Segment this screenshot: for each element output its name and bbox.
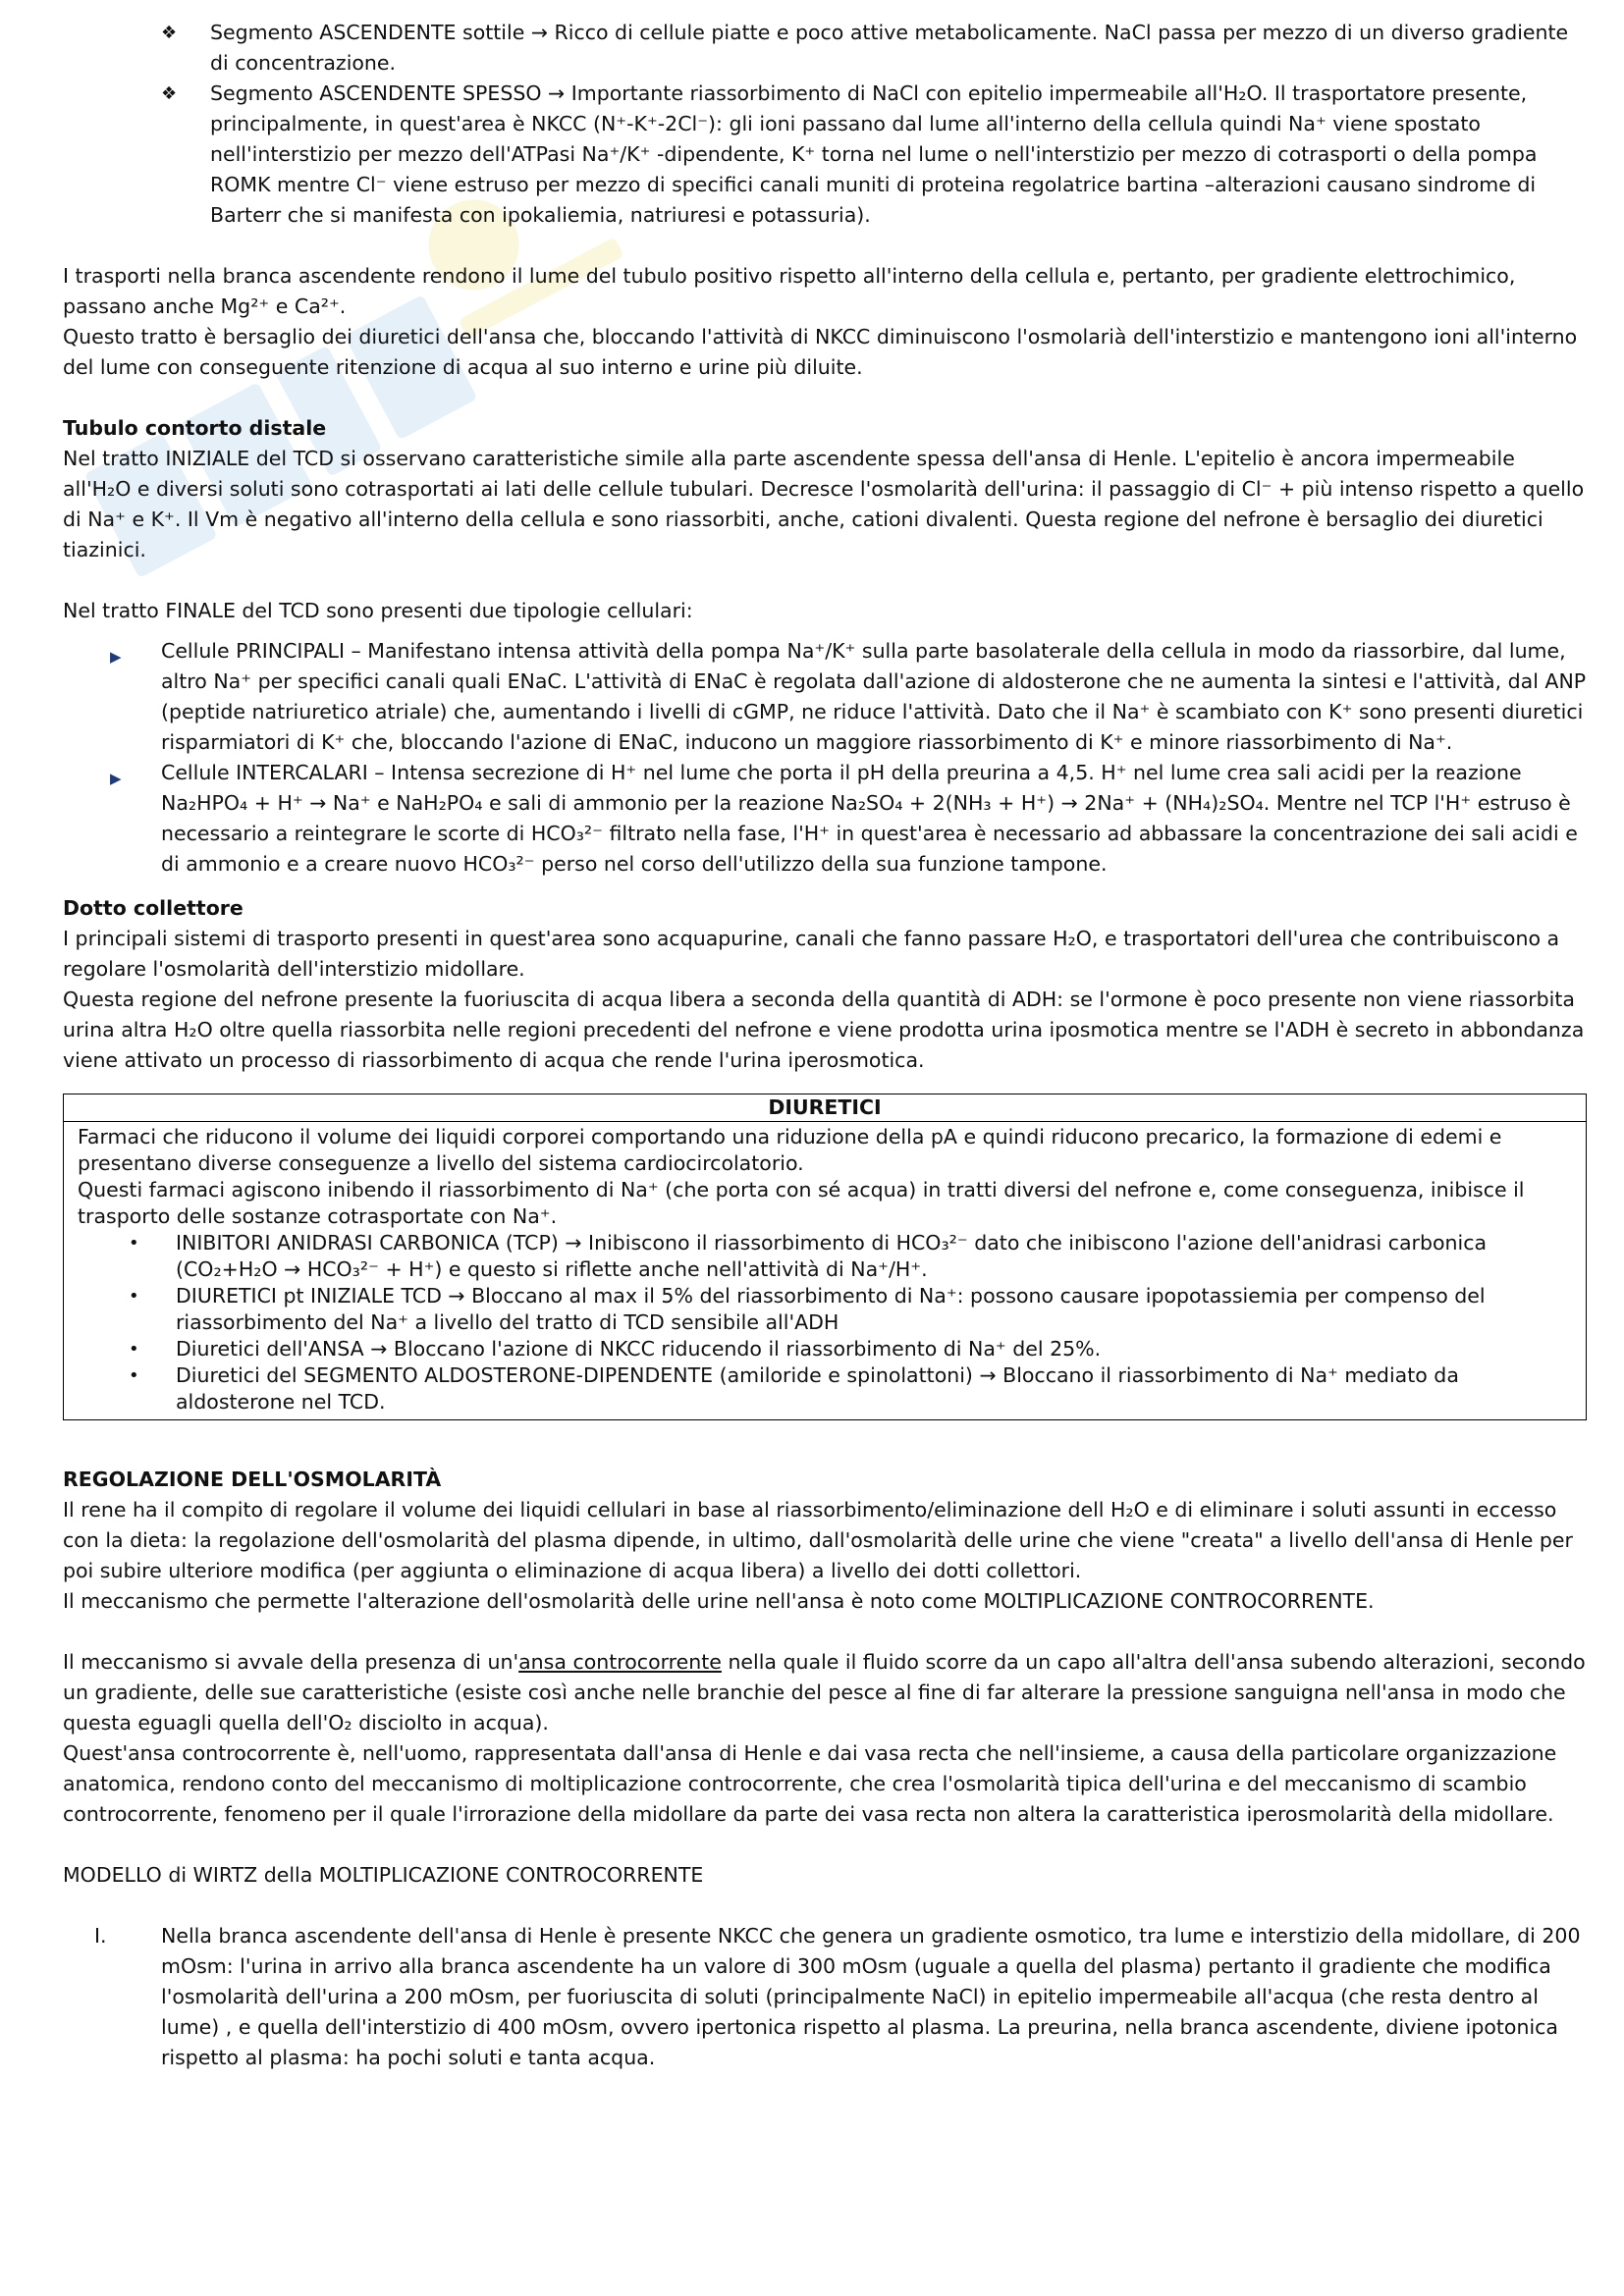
triangle-bullet-icon: ▶ [110, 770, 122, 787]
paragraph: Nel tratto INIZIALE del TCD si osservano caratteristiche simile alla parte ascendente spessa dell'ansa di Henle. L'epitelio è ancora impermeabile all'H₂O e diversi soluti sono cotrasportati ai lati delle cellule tubulari. Decresce l'osmolarità dell'urina: il passaggio di Cl⁻ + più intenso rispetto a quello di Na⁺ e K⁺. Il Vm è negativo all'interno della cellula e sono riassorbiti, anche, cationi divalenti. Questa regione del nefrone è bersaglio dei diuretici tiazinici. [63, 447, 1585, 561]
underlined-term: ansa controcorrente [518, 1650, 722, 1674]
document-page [63, 18, 1587, 2073]
list-item: • Diuretici del SEGMENTO ALDOSTERONE-DIPENDENTE (amiloride e spinolattoni) → Bloccano il riassorbimento di Na⁺ mediato da aldosterone nel TCD. [129, 1363, 1459, 1414]
paragraph: Questo tratto è bersaglio dei diuretici dell'ansa che, bloccando l'attività di NKCC diminuiscono l'osmolarià dell'interstizio e mantengono ioni all'interno del lume con conseguente ritenzione di acqua al suo interno e urine più diluite. [63, 325, 1578, 379]
list-item: ❖ Segmento ASCENDENTE sottile → Ricco di cellule piatte e poco attive metabolicamente. NaCl passa per mezzo di un diverso gradiente di concentrazione. [210, 18, 1587, 79]
dot-bullet-icon: • [129, 1286, 139, 1307]
list-item: I. Nella branca ascendente dell'ansa di Henle è presente NKCC che genera un gradiente osmotico, tra lume e interstizio della midollare, di 200 mOsm: l'urina in arrivo alla branca ascendente ha un valore di 300 mOsm (uguale a quella del plasma) pertanto il gradiente che modifica l'osmolarità dell'urina a 200 mOsm, per fuoriuscita di soluti (principalmente NaCl) in epitelio impermeabile all'acqua (che resta dentro al lume) , e quella dell'interstizio di 400 mOsm, ovvero ipertonica rispetto al plasma. La preurina, nella branca ascendente, diviene ipotonica rispetto al plasma: ha pochi soluti e tanta acqua. [161, 1921, 1587, 2073]
list-item: • Diuretici dell'ANSA → Bloccano l'azione di NKCC riducendo il riassorbimento di Na⁺ del 25%. [129, 1337, 1102, 1361]
paragraph: Quest'ansa controcorrente è, nell'uomo, rappresentata dall'ansa di Henle e dai vasa recta che nell'insieme, a causa della particolare organizzazione anatomica, rendono conto del meccanismo di moltiplicazione controcorrente, che crea l'osmolarità tipica dell'urina e del meccanismo di scambio controcorrente, fenomeno per il quale l'irrorazione della midollare da parte dei vasa recta non altera la caratteristica iperosmolarità della midollare. [63, 1741, 1557, 1826]
subsection-title: MODELLO di WIRTZ della MOLTIPLICAZIONE CONTROCORRENTE [63, 1863, 704, 1887]
cell-types-list [63, 636, 1587, 880]
diamond-bullet-icon: ❖ [161, 23, 178, 43]
paragraph: Questi farmaci agiscono inibendo il riassorbimento di Na⁺ (che porta con sé acqua) in tratti diversi del nefrone e, come conseguenza, inibisce il trasporto delle sostanze cotrasportate con Na⁺. [78, 1178, 1525, 1228]
paragraph: Il rene ha il compito di regolare il volume dei liquidi cellulari in base al riassorbimento/eliminazione dell H₂O e di eliminare i soluti assunti in eccesso con la dieta: la regolazione dell'osmolarità del plasma dipende, in ultimo, dall'osmolarità delle urine che viene "creata" a livello dell'ansa di Henle per poi subire ulteriore modifica (per aggiunta o eliminazione di acqua libera) a livello dei dotti collettori. [63, 1498, 1573, 1582]
list-item: ❖ Segmento ASCENDENTE SPESSO → Importante riassorbimento di NaCl con epitelio impermeabile all'H₂O. Il trasportatore presente, principalmente, in quest'area è NKCC (N⁺-K⁺-2Cl⁻): gli ioni passano dal lume all'interno della cellula quindi Na⁺ viene spostato nell'interstizio per mezzo dell'ATPasi Na⁺/K⁺ -dipendente, K⁺ torna nel lume o nell'interstizio per mezzo di cotrasporti o della pompa ROMK mentre Cl⁻ viene estruso per mezzo di specifici canali muniti di proteina regolatrice bartina –alterazioni causano sindrome di Barterr che si manifesta con ipokaliemia, natriuresi e potassuria). [210, 79, 1587, 231]
paragraph: Farmaci che riducono il volume dei liquidi corporei comportando una riduzione della pA e quindi riducono precarico, la formazione di edemi e presentano diverse conseguenze a livello del sistema cardiocircolatorio. [78, 1125, 1502, 1175]
dot-bullet-icon: • [129, 1339, 139, 1360]
paragraph: Il meccanismo si avvale della presenza di un'ansa controcorrente nella quale il fluido scorre da un capo all'altra dell'ansa subendo alterazioni, secondo un gradiente, delle sue caratteristiche (esiste così anche nelle branchie del pesce al fine di far alterare la pressione sanguigna nell'ansa in modo che questa eguagli quella dell'O₂ disciolto in acqua). [63, 1650, 1586, 1735]
dot-bullet-icon: • [129, 1233, 139, 1254]
wirtz-steps-list [63, 1921, 1587, 2073]
diamond-bullet-icon: ❖ [161, 83, 178, 104]
paragraph: Questa regione del nefrone presente la fuoriuscita di acqua libera a seconda della quantità di ADH: se l'ormone è poco presente non viene riassorbita urina altra H₂O oltre quella riassorbita nelle regioni precedenti del nefrone e viene prodotta urina iposmotica mentre se l'ADH è secreto in abbondanza viene attivato un processo di riassorbimento di acqua che rende l'urina iperosmotica. [63, 988, 1585, 1072]
roman-numeral: I. [94, 1924, 107, 1948]
diuretici-box [63, 1094, 1587, 1420]
box-title: DIURETICI [64, 1095, 1586, 1122]
diuretici-list [78, 1230, 1572, 1415]
triangle-bullet-icon: ▶ [110, 648, 122, 666]
paragraph: Il meccanismo che permette l'alterazione dell'osmolarità delle urine nell'ansa è noto come MOLTIPLICAZIONE CONTROCORRENTE. [63, 1589, 1375, 1613]
paragraph: I principali sistemi di trasporto presenti in quest'area sono acquapurine, canali che fanno passare H₂O, e trasportatori dell'urea che contribuiscono a regolare l'osmolarità dell'interstizio midollare. [63, 927, 1560, 981]
section-title: Tubulo contorto distale [63, 416, 327, 440]
dot-bullet-icon: • [129, 1365, 139, 1386]
paragraph: I trasporti nella branca ascendente rendono il lume del tubulo positivo rispetto all'interno della cellula e, pertanto, per gradiente elettrochimico, passano anche Mg²⁺ e Ca²⁺. [63, 264, 1516, 318]
list-item: ▶ Cellule PRINCIPALI – Manifestano intensa attività della pompa Na⁺/K⁺ sulla parte basolaterale della cellula in modo da riassorbire, dal lume, altro Na⁺ per specifici canali quali ENaC. L'attività di ENaC è regolata dall'azione di aldosterone che ne aumenta la sintesi e l'attività, dal ANP (peptide natriuretico atriale) che, aumentando i livelli di cGMP, ne riduce l'attività. Dato che il Na⁺ è scambiato con K⁺ sono presenti diuretici risparmiatori di K⁺ che, bloccando l'azione di ENaC, inducono un maggiore riassorbimento di K⁺ e minore riassorbimento di Na⁺. [110, 639, 1587, 754]
list-item: • INIBITORI ANIDRASI CARBONICA (TCP) → Inibiscono il riassorbimento di HCO₃²⁻ dato che inibiscono l'azione dell'anidrasi carbonica (CO₂+H₂O → HCO₃²⁻ + H⁺) e questo si riflette anche nell'attività di Na⁺/H⁺. [129, 1231, 1488, 1281]
list-item: ▶ Cellule INTERCALARI – Intensa secrezione di H⁺ nel lume che porta il pH della preurina a 4,5. H⁺ nel lume crea sali acidi per la reazione Na₂HPO₄ + H⁺ → Na⁺ e NaH₂PO₄ e sali di ammonio per la reazione Na₂SO₄ + 2(NH₃ + H⁺) → 2Na⁺ + (NH₄)₂SO₄. Mentre nel TCP l'H⁺ estruso è necessario a reintegrare le scorte di HCO₃²⁻ filtrato nella fase, l'H⁺ in quest'area è necessario ad abbassare la concentrazione dei sali acidi e di ammonio e a creare nuovo HCO₃²⁻ perso nel corso dell'utilizzo della sua funzione tampone. [110, 761, 1578, 876]
paragraph: Nel tratto FINALE del TCD sono presenti due tipologie cellulari: [63, 599, 693, 622]
section-title: Dotto collettore [63, 896, 244, 920]
ansa-segments-list [63, 18, 1587, 231]
list-item: • DIURETICI pt INIZIALE TCD → Bloccano al max il 5% del riassorbimento di Na⁺: possono causare ipopotassiemia per compenso del riassorbimento del Na⁺ a livello del tratto di TCD sensibile all'ADH [129, 1284, 1486, 1334]
section-title: REGOLAZIONE DELL'OSMOLARITÀ [63, 1468, 442, 1491]
